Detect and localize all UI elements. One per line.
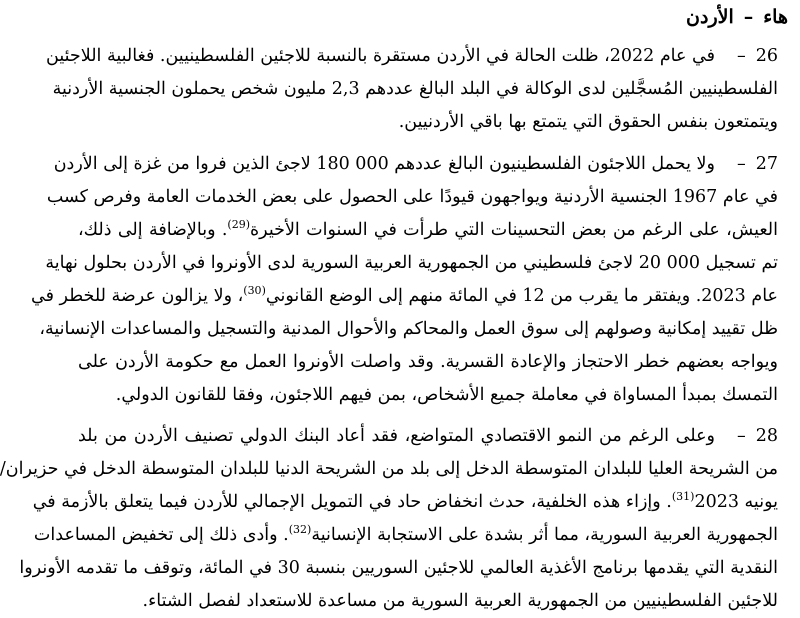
section-heading bbox=[676, 4, 788, 30]
section-title: الأردن bbox=[686, 6, 734, 28]
line-text: ولا يحمل اللاجئون الفلسطينيون البالغ عددهم 000 180 لاجئ الذين فروا من غزة إلى الأردن bbox=[53, 154, 715, 174]
text-line bbox=[78, 214, 778, 247]
line-text: التمسك بمبدأ المساواة في معاملة جميع الأشخاص، بمن فيهم اللاجئون، وفقا للقانون الدولي. bbox=[115, 385, 778, 405]
paragraph-27 bbox=[31, 148, 778, 412]
line-text: وعلى الرغم من النمو الاقتصادي المتواضع، فقد أعاد البنك الدولي تصنيف الأردن من بلد bbox=[78, 426, 715, 446]
text-line bbox=[52, 73, 778, 106]
paragraph-dash: – bbox=[736, 46, 746, 66]
line-text: في عام 1967 الجنسية الأردنية ويواجهون قيودًا على الحصول على بعض الخدمات العامة وفرص كسب bbox=[46, 187, 778, 207]
line-text-after: ، ولا يزالون عرضة للخطر في bbox=[31, 286, 244, 306]
line-text: من الشريحة العليا للبلدان المتوسطة الدخل إلى بلد من الشريحة الدنيا للبلدان المتوسطة الدخل في حزيران/ bbox=[0, 459, 778, 479]
line-text: الجمهورية العربية السورية، مما أثر بشدة على الاستجابة الإنسانية bbox=[311, 525, 778, 545]
line-text: للاجئين الفلسطينيين من الجمهورية العربية السورية من مساعدة للاستعداد لفصل الشتاء. bbox=[142, 591, 778, 611]
line-text: في عام 2022، ظلت الحالة في الأردن مستقرة بالنسبة للاجئين الفلسطينيين. فغالبية اللاجئين bbox=[46, 46, 715, 66]
footnote-ref[interactable]: (32) bbox=[288, 523, 312, 537]
line-text: ويواجه بعضهم خطر الاحتجاز والإعادة القسرية. وقد واصلت الأونروا العمل مع حكومة الأردن على bbox=[78, 352, 778, 372]
line-text: ويتمتعون بنفس الحقوق التي يتمتع بها باقي الأردنيين. bbox=[398, 112, 778, 132]
line-text: يونيه 2023 bbox=[694, 492, 778, 512]
line-text-after: . وبالإضافة إلى ذلك، bbox=[78, 220, 228, 240]
text-line bbox=[0, 453, 778, 486]
text-line bbox=[33, 519, 778, 552]
text-line bbox=[78, 346, 778, 379]
line-text-after: . وأدى ذلك إلى تخفيض المساعدات bbox=[33, 525, 289, 545]
line-text-after: . وإزاء هذه الخلفية، حدث انخفاض حاد في التمويل الإجمالي للأردن فيما يتعلق بالأزمة في bbox=[32, 492, 672, 512]
line-text: الفلسطينيين المُسجَّلين لدى الوكالة في البلد البالغ عددهم 2,3 مليون شخص يحملون الجنسية الأردنية bbox=[52, 79, 778, 99]
paragraph-26 bbox=[46, 40, 778, 139]
text-line bbox=[53, 148, 778, 181]
text-line bbox=[46, 181, 778, 214]
text-line bbox=[78, 420, 778, 453]
line-text: ظل تقييد إمكانية وصولهم إلى سوق العمل والمحاكم والأحوال المدنية والتسجيل والمساعدات الإنسانية، bbox=[39, 319, 778, 339]
footnote-ref[interactable]: (30) bbox=[243, 284, 266, 298]
line-text: عام 2023. ويفتقر ما يقرب من 12 في المائة منهم إلى الوضع القانوني bbox=[265, 286, 778, 306]
footnote-ref[interactable]: (31) bbox=[671, 490, 695, 504]
text-line bbox=[45, 247, 778, 280]
paragraph-number: 27 bbox=[755, 154, 778, 174]
section-letter: هاء bbox=[763, 6, 788, 28]
paragraph-number: 26 bbox=[755, 46, 778, 66]
paragraph-28 bbox=[0, 420, 778, 618]
text-line bbox=[39, 313, 778, 346]
text-line bbox=[78, 379, 778, 412]
text-line bbox=[19, 552, 778, 585]
paragraph-dash: – bbox=[736, 426, 746, 446]
text-line bbox=[32, 486, 778, 519]
text-line bbox=[31, 280, 778, 313]
line-text: تم تسجيل 000 20 لاجئ فلسطيني من الجمهورية العربية السورية لدى الأونروا في الأردن بحلول نهاية bbox=[45, 253, 778, 273]
line-text: النقدية التي يقدمها برنامج الأغذية العالمي للاجئين السوريين بنسبة 30 في المائة، وتوقف ما تقدمه الأونروا bbox=[19, 558, 778, 578]
text-line bbox=[46, 40, 778, 73]
text-line bbox=[78, 585, 778, 618]
paragraph-dash: – bbox=[736, 154, 746, 174]
section-dash: – bbox=[743, 6, 754, 28]
paragraph-number: 28 bbox=[755, 426, 778, 446]
line-text: العيش، على الرغم من بعض التحسينات التي طرأت في السنوات الأخيرة bbox=[250, 220, 778, 240]
footnote-ref[interactable]: (29) bbox=[227, 218, 251, 232]
text-line bbox=[78, 106, 778, 139]
